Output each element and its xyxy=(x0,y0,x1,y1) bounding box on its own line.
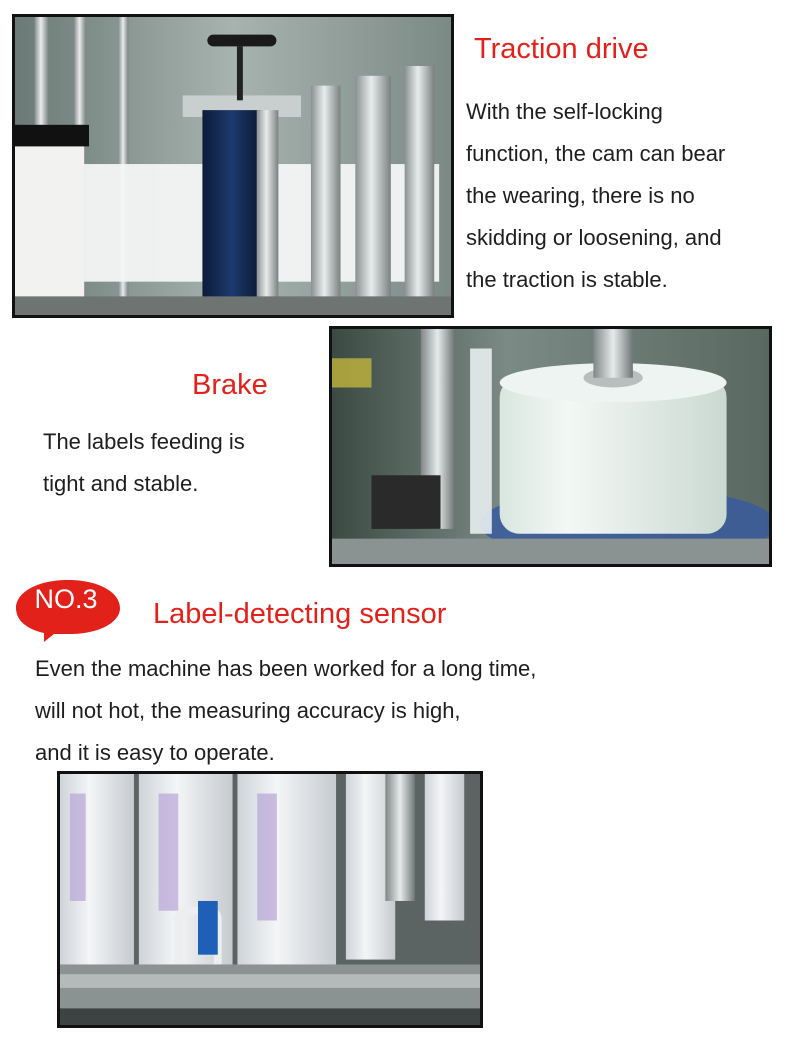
section-title-brake: Brake xyxy=(192,369,268,401)
traction-drive-description xyxy=(466,91,725,301)
description-line: the wearing, there is no xyxy=(466,183,695,208)
brake-photo xyxy=(329,326,772,567)
description-line: With the self-locking xyxy=(466,99,663,124)
description-line: and it is easy to operate. xyxy=(35,740,275,765)
description-line: will not hot, the measuring accuracy is high, xyxy=(35,698,461,723)
description-line: skidding or loosening, and xyxy=(466,225,722,250)
description-line: tight and stable. xyxy=(43,471,199,496)
badge-label: NO.3 xyxy=(34,584,98,614)
section-number-badge xyxy=(14,576,124,642)
brake-description xyxy=(43,421,245,505)
description-line: function, the cam can bear xyxy=(466,141,726,166)
description-line: Even the machine has been worked for a long time, xyxy=(35,656,537,681)
section-title-label-detecting-sensor: Label-detecting sensor xyxy=(153,598,447,630)
traction-drive-photo xyxy=(12,14,454,318)
sensor-photo xyxy=(57,771,483,1028)
description-line: the traction is stable. xyxy=(466,267,668,292)
section-title-traction-drive: Traction drive xyxy=(474,33,649,65)
sensor-description xyxy=(35,648,536,774)
description-line: The labels feeding is xyxy=(43,429,245,454)
